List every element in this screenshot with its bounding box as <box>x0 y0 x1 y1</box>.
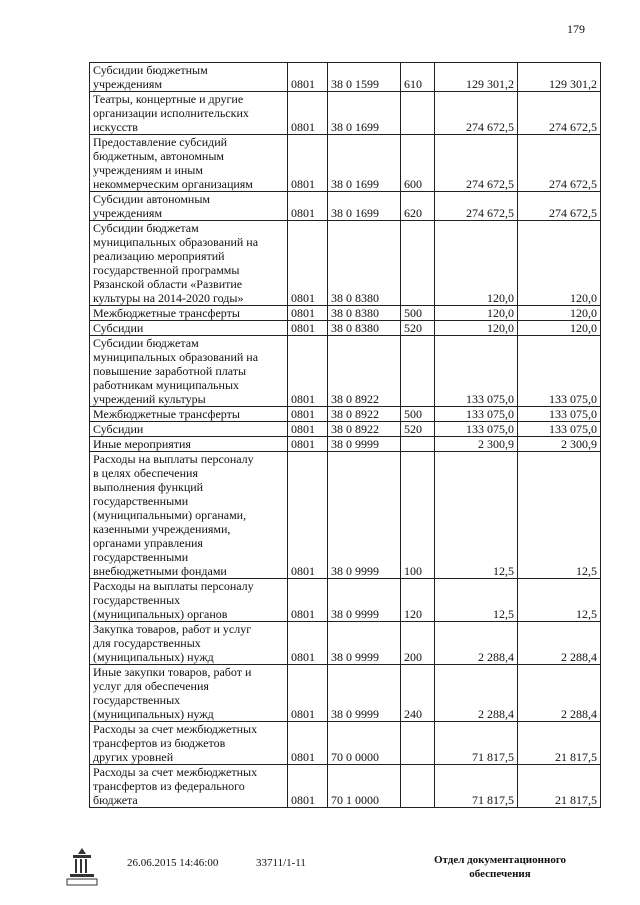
row-type-cell <box>401 765 435 808</box>
budget-table-body <box>90 63 601 808</box>
row-section-cell: 0801 <box>288 722 328 765</box>
table-row <box>90 665 601 722</box>
row-sum2-cell: 133 075,0 <box>518 407 601 422</box>
row-sum1-cell: 274 672,5 <box>435 92 518 135</box>
table-row <box>90 135 601 192</box>
row-type-cell: 100 <box>401 452 435 579</box>
table-row <box>90 306 601 321</box>
row-target-cell: 38 0 8380 <box>328 321 401 336</box>
row-target-cell: 38 0 8380 <box>328 306 401 321</box>
table-row <box>90 192 601 221</box>
row-name-cell: Предоставление субсидий бюджетным, автономным учреждениям и иным некоммерческим организациям <box>90 135 288 192</box>
row-section-cell: 0801 <box>288 437 328 452</box>
row-target-cell: 70 1 0000 <box>328 765 401 808</box>
row-type-cell <box>401 92 435 135</box>
page-number: 179 <box>567 22 585 36</box>
row-target-cell: 38 0 9999 <box>328 665 401 722</box>
row-target-cell: 38 0 9999 <box>328 579 401 622</box>
row-sum1-cell: 12,5 <box>435 579 518 622</box>
row-sum2-cell: 120,0 <box>518 221 601 306</box>
row-section-cell: 0801 <box>288 579 328 622</box>
row-target-cell: 38 0 1699 <box>328 92 401 135</box>
row-name-cell: Субсидии бюджетам муниципальных образований на повышение заработной платы работникам муниципальных учреждений культуры <box>90 336 288 407</box>
budget-table <box>89 62 601 808</box>
row-type-cell: 610 <box>401 63 435 92</box>
row-name-cell: Субсидии <box>90 321 288 336</box>
row-target-cell: 38 0 9999 <box>328 437 401 452</box>
table-row <box>90 437 601 452</box>
row-sum2-cell: 120,0 <box>518 321 601 336</box>
row-section-cell: 0801 <box>288 665 328 722</box>
row-sum2-cell: 12,5 <box>518 579 601 622</box>
row-type-cell <box>401 437 435 452</box>
row-type-cell: 200 <box>401 622 435 665</box>
row-target-cell: 38 0 8922 <box>328 336 401 407</box>
row-name-cell: Театры, концертные и другие организации исполнительских искусств <box>90 92 288 135</box>
table-row <box>90 579 601 622</box>
table-row <box>90 452 601 579</box>
row-name-cell: Расходы на выплаты персоналу в целях обеспечения выполнения функций государственными (муниципальными) органами, казенными учреждениями, органами управления государственными внебюджетными фондами <box>90 452 288 579</box>
row-sum2-cell: 12,5 <box>518 452 601 579</box>
row-name-cell: Закупка товаров, работ и услуг для государственных (муниципальных) нужд <box>90 622 288 665</box>
row-type-cell <box>401 722 435 765</box>
row-type-cell: 500 <box>401 407 435 422</box>
row-section-cell: 0801 <box>288 92 328 135</box>
row-target-cell: 38 0 9999 <box>328 622 401 665</box>
table-row <box>90 422 601 437</box>
row-target-cell: 70 0 0000 <box>328 722 401 765</box>
row-target-cell: 38 0 9999 <box>328 452 401 579</box>
row-target-cell: 38 0 8922 <box>328 422 401 437</box>
row-sum1-cell: 2 288,4 <box>435 665 518 722</box>
table-row <box>90 221 601 306</box>
row-sum1-cell: 274 672,5 <box>435 192 518 221</box>
row-sum2-cell: 274 672,5 <box>518 192 601 221</box>
row-target-cell: 38 0 8380 <box>328 221 401 306</box>
footer-department <box>420 853 580 881</box>
row-sum1-cell: 12,5 <box>435 452 518 579</box>
row-sum2-cell: 2 288,4 <box>518 622 601 665</box>
row-name-cell: Субсидии бюджетам муниципальных образований на реализацию мероприятий государственной программы Рязанской области «Развитие культуры на 2014-2020 годы» <box>90 221 288 306</box>
row-type-cell: 500 <box>401 306 435 321</box>
row-name-cell: Расходы на выплаты персоналу государственных (муниципальных) органов <box>90 579 288 622</box>
row-section-cell: 0801 <box>288 63 328 92</box>
row-sum1-cell: 133 075,0 <box>435 407 518 422</box>
footer-doc-number: 33711/1-11 <box>256 857 306 869</box>
row-sum1-cell: 71 817,5 <box>435 765 518 808</box>
row-sum2-cell: 21 817,5 <box>518 722 601 765</box>
row-sum1-cell: 2 288,4 <box>435 622 518 665</box>
row-section-cell: 0801 <box>288 321 328 336</box>
row-section-cell: 0801 <box>288 407 328 422</box>
row-section-cell: 0801 <box>288 422 328 437</box>
row-sum1-cell: 133 075,0 <box>435 336 518 407</box>
row-name-cell: Иные мероприятия <box>90 437 288 452</box>
footer-datetime: 26.06.2015 14:46:00 <box>127 857 219 869</box>
row-sum1-cell: 133 075,0 <box>435 422 518 437</box>
row-section-cell: 0801 <box>288 452 328 579</box>
row-sum2-cell: 129 301,2 <box>518 63 601 92</box>
row-section-cell: 0801 <box>288 221 328 306</box>
row-section-cell: 0801 <box>288 765 328 808</box>
row-section-cell: 0801 <box>288 336 328 407</box>
row-sum1-cell: 274 672,5 <box>435 135 518 192</box>
footer-department-line2: обеспечения <box>469 868 531 880</box>
table-row <box>90 765 601 808</box>
row-name-cell: Межбюджетные трансферты <box>90 306 288 321</box>
row-target-cell: 38 0 1699 <box>328 192 401 221</box>
row-target-cell: 38 0 1699 <box>328 135 401 192</box>
row-sum1-cell: 120,0 <box>435 221 518 306</box>
row-type-cell: 620 <box>401 192 435 221</box>
table-row <box>90 92 601 135</box>
row-name-cell: Иные закупки товаров, работ и услуг для обеспечения государственных (муниципальных) нужд <box>90 665 288 722</box>
duma-emblem-icon <box>64 846 100 888</box>
row-sum2-cell: 133 075,0 <box>518 422 601 437</box>
row-type-cell: 240 <box>401 665 435 722</box>
row-section-cell: 0801 <box>288 135 328 192</box>
footer-department-line1: Отдел документационного <box>433 854 567 866</box>
row-type-cell: 520 <box>401 422 435 437</box>
table-row <box>90 321 601 336</box>
table-row <box>90 336 601 407</box>
row-sum1-cell: 2 300,9 <box>435 437 518 452</box>
row-sum2-cell: 2 288,4 <box>518 665 601 722</box>
row-sum1-cell: 120,0 <box>435 306 518 321</box>
row-sum2-cell: 2 300,9 <box>518 437 601 452</box>
row-sum2-cell: 21 817,5 <box>518 765 601 808</box>
row-section-cell: 0801 <box>288 192 328 221</box>
row-type-cell: 600 <box>401 135 435 192</box>
row-sum2-cell: 274 672,5 <box>518 92 601 135</box>
row-target-cell: 38 0 1599 <box>328 63 401 92</box>
row-sum2-cell: 120,0 <box>518 306 601 321</box>
row-sum1-cell: 120,0 <box>435 321 518 336</box>
row-type-cell: 120 <box>401 579 435 622</box>
row-type-cell: 520 <box>401 321 435 336</box>
row-name-cell: Расходы за счет межбюджетных трансфертов из федерального бюджета <box>90 765 288 808</box>
row-section-cell: 0801 <box>288 306 328 321</box>
table-row <box>90 622 601 665</box>
table-row <box>90 407 601 422</box>
table-row <box>90 63 601 92</box>
row-sum2-cell: 274 672,5 <box>518 135 601 192</box>
row-sum1-cell: 129 301,2 <box>435 63 518 92</box>
row-name-cell: Субсидии автономным учреждениям <box>90 192 288 221</box>
row-target-cell: 38 0 8922 <box>328 407 401 422</box>
row-sum1-cell: 71 817,5 <box>435 722 518 765</box>
row-section-cell: 0801 <box>288 622 328 665</box>
row-name-cell: Расходы за счет межбюджетных трансфертов из бюджетов других уровней <box>90 722 288 765</box>
row-name-cell: Субсидии бюджетным учреждениям <box>90 63 288 92</box>
row-type-cell <box>401 336 435 407</box>
table-row <box>90 722 601 765</box>
row-type-cell <box>401 221 435 306</box>
row-sum2-cell: 133 075,0 <box>518 336 601 407</box>
row-name-cell: Межбюджетные трансферты <box>90 407 288 422</box>
row-name-cell: Субсидии <box>90 422 288 437</box>
